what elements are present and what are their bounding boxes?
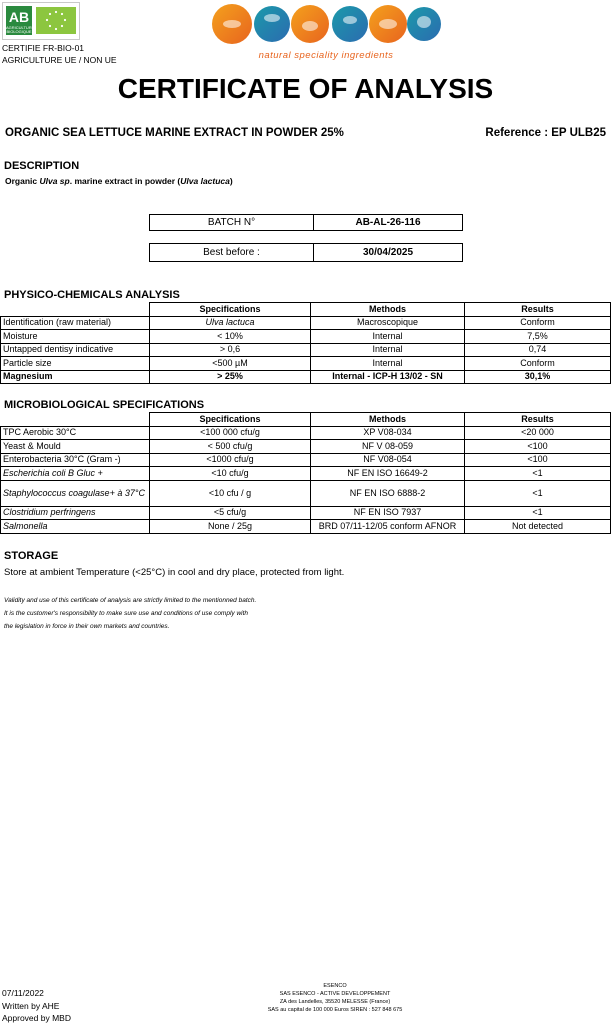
parameter-cell: Salmonella [1, 520, 150, 534]
result-cell: 7,5% [465, 330, 611, 344]
description-text [5, 176, 233, 186]
table-row [1, 357, 611, 371]
footer-signatures [2, 987, 71, 1025]
spec-cell: <500 µM [150, 357, 311, 371]
table-row [1, 370, 611, 384]
best-before-value: 30/04/2025 [362, 247, 414, 258]
parameter-cell: Moisture [1, 330, 150, 344]
description-genus: Ulva sp [39, 176, 70, 186]
batch-value: AB-AL-26-116 [355, 217, 421, 228]
spec-cell: Ulva lactuca [150, 316, 311, 330]
method-cell: BRD 07/11-12/05 conform AFNOR [311, 520, 465, 534]
description-suffix: ) [229, 176, 233, 186]
certification-line-1: CERTIFIE FR-BIO-01 [2, 43, 85, 53]
parameter-cell: Escherichia coli B Gluc + [1, 467, 150, 481]
result-cell: <100 [465, 453, 611, 467]
method-cell: NF V08-054 [311, 453, 465, 467]
company-line: ESENCO [323, 983, 347, 989]
best-before-label: Best before : [150, 244, 314, 261]
table-row [1, 343, 611, 357]
company-line: SAS au capital de 100 000 Euros SIREN : 527 848 675 [267, 1007, 403, 1013]
result-cell: Conform [465, 357, 611, 371]
blank-cell [1, 303, 150, 317]
parameter-cell: Yeast & Mould [1, 440, 150, 454]
blank-cell [1, 413, 150, 427]
column-header: Results [465, 303, 611, 317]
spec-cell: <10 cfu / g [150, 480, 311, 506]
eu-leaf-stars-icon [36, 7, 76, 34]
micro-heading: MICROBIOLOGICAL SPECIFICATIONS [4, 399, 205, 411]
batch-label: BATCH N° [150, 215, 314, 230]
footer-approved-by: Approved by MBD [2, 1013, 71, 1023]
result-cell: <1 [465, 506, 611, 520]
description-middle: . marine extract in powder ( [69, 176, 181, 186]
ab-logo-text: AB [8, 9, 30, 25]
column-header: Specifications [150, 413, 311, 427]
table-header-row [1, 303, 611, 317]
eu-organic-leaf-logo [36, 7, 76, 34]
product-reference: Reference : EP ULB25 [485, 127, 606, 139]
product-name: ORGANIC SEA LETTUCE MARINE EXTRACT IN POWDER 25% [5, 127, 344, 139]
parameter-cell: Staphylococcus coagulase+ à 37°C [1, 480, 150, 506]
table-row [1, 480, 611, 506]
column-header: Specifications [150, 303, 311, 317]
description-prefix: Organic [5, 176, 40, 186]
description-species: Ulva lactuca [180, 176, 230, 186]
brand-tagline: natural speciality ingredients [258, 50, 394, 61]
footer-written-by: Written by AHE [2, 1000, 60, 1011]
result-cell: 0,74 [465, 343, 611, 357]
method-cell: NF V 08-059 [311, 440, 465, 454]
parameter-cell: Enterobacteria 30°C (Gram -) [1, 453, 150, 467]
validity-note-line-3: the legislation in force in their own markets and countries. [4, 623, 170, 630]
spec-cell: <100 000 cfu/g [150, 426, 311, 440]
validity-note-line-2: It is the customer's responsibility to make sure use and conditions of use comply with [4, 610, 249, 617]
certification-text [2, 42, 117, 66]
result-cell: <100 [465, 440, 611, 454]
physico-chemical-table [0, 302, 611, 384]
esenco-wordmark-icon [210, 0, 442, 48]
result-cell: Conform [465, 316, 611, 330]
table-row [1, 520, 611, 534]
method-cell: Macroscopique [311, 316, 465, 330]
microbiological-table [0, 412, 611, 534]
certification-line-2: AGRICULTURE UE / NON UE [2, 55, 117, 65]
best-before-box [149, 243, 463, 262]
method-cell: Internal [311, 343, 465, 357]
spec-cell: <5 cfu/g [150, 506, 311, 520]
method-cell: NF EN ISO 16649-2 [311, 467, 465, 481]
spec-cell: <1000 cfu/g [150, 453, 311, 467]
esenco-brand-logo [210, 0, 442, 62]
table-row [1, 506, 611, 520]
result-cell: <1 [465, 480, 611, 506]
table-header-row [1, 413, 611, 427]
company-line: SAS ESENCO - ACTIVE DEVELOPPEMENT [279, 991, 391, 997]
table-row [1, 316, 611, 330]
spec-cell: > 0,6 [150, 343, 311, 357]
result-cell: <20 000 [465, 426, 611, 440]
parameter-cell: Magnesium [1, 370, 150, 384]
parameter-cell: Particle size [1, 357, 150, 371]
column-header: Methods [311, 303, 465, 317]
method-cell: NF EN ISO 7937 [311, 506, 465, 520]
table-row [1, 453, 611, 467]
company-footer [230, 982, 440, 1014]
parameter-cell: Identification (raw material) [1, 316, 150, 330]
spec-cell: < 500 cfu/g [150, 440, 311, 454]
table-row [1, 467, 611, 481]
method-cell: Internal - ICP-H 13/02 - SN [311, 370, 465, 384]
spec-cell: None / 25g [150, 520, 311, 534]
column-header: Results [465, 413, 611, 427]
result-cell: 30,1% [465, 370, 611, 384]
physico-heading: PHYSICO-CHEMICALS ANALYSIS [4, 289, 180, 301]
validity-note-line-1: Validity and use of this certificate of analysis are strictly limited to the mentionned batch. [4, 597, 257, 604]
method-cell: NF EN ISO 6888-2 [311, 480, 465, 506]
company-line: ZA des Landelles, 35520 MELESSE (France) [279, 999, 391, 1005]
parameter-cell: Clostridium perfringens [1, 506, 150, 520]
ab-organic-logo [6, 6, 35, 35]
description-heading: DESCRIPTION [4, 160, 80, 172]
footer-date: 07/11/2022 [2, 988, 44, 998]
result-cell: <1 [465, 467, 611, 481]
batch-number-box [149, 214, 463, 231]
column-header: Methods [311, 413, 465, 427]
ab-logo-subtext: AGRICULTURE BIOLOGIQUE [6, 25, 35, 34]
table-row [1, 440, 611, 454]
spec-cell: > 25% [150, 370, 311, 384]
spec-cell: <10 cfu/g [150, 467, 311, 481]
parameter-cell: TPC Aerobic 30°C [1, 426, 150, 440]
spec-cell: < 10% [150, 330, 311, 344]
table-row [1, 426, 611, 440]
method-cell: Internal [311, 330, 465, 344]
result-cell: Not detected [465, 520, 611, 534]
table-row [1, 330, 611, 344]
storage-text: Store at ambient Temperature (<25°C) in cool and dry place, protected from light. [4, 567, 345, 578]
organic-certification-logos [2, 2, 80, 40]
parameter-cell: Untapped dentisy indicative [1, 343, 150, 357]
document-title: CERTIFICATE OF ANALYSIS [117, 73, 494, 104]
method-cell: Internal [311, 357, 465, 371]
method-cell: XP V08-034 [311, 426, 465, 440]
storage-heading: STORAGE [4, 550, 59, 562]
